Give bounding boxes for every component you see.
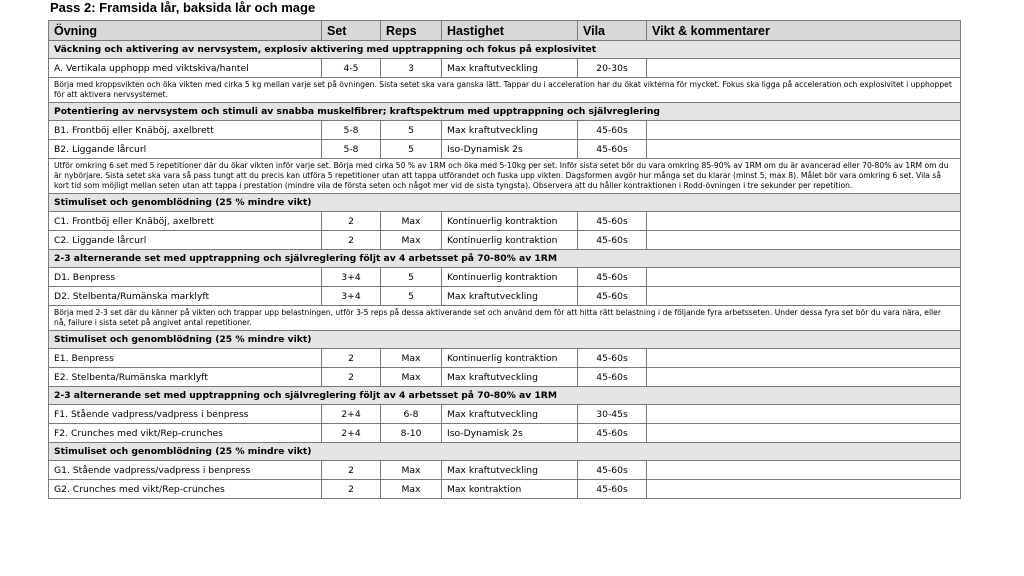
section-heading-row: [49, 443, 961, 461]
comment-cell: [647, 368, 961, 387]
speed-cell: Max kraftutveckling: [442, 461, 578, 480]
speed-cell: Max kontraktion: [442, 480, 578, 499]
rest-cell: 45-60s: [578, 461, 647, 480]
section-heading: Väckning och aktivering av nervsystem, explosiv aktivering med upptrappning och fokus på explosivitet: [49, 41, 961, 59]
reps-cell: Max: [381, 461, 442, 480]
comment-cell: [647, 268, 961, 287]
reps-cell: Max: [381, 368, 442, 387]
reps-cell: Max: [381, 349, 442, 368]
rest-cell: 45-60s: [578, 231, 647, 250]
speed-cell: Iso-Dynamisk 2s: [442, 140, 578, 159]
header-rest: Vila: [578, 21, 647, 41]
note-row: [49, 306, 961, 331]
exercise-cell: E2. Stelbenta/Rumänska marklyft: [49, 368, 322, 387]
rest-cell: 45-60s: [578, 424, 647, 443]
comment-cell: [647, 140, 961, 159]
sets-cell: 2: [322, 231, 381, 250]
section-heading-row: [49, 103, 961, 121]
header-exercise: Övning: [49, 21, 322, 41]
sets-cell: 2: [322, 212, 381, 231]
speed-cell: Max kraftutveckling: [442, 368, 578, 387]
rest-cell: 20-30s: [578, 59, 647, 78]
rest-cell: 45-60s: [578, 121, 647, 140]
comment-cell: [647, 121, 961, 140]
rest-cell: 45-60s: [578, 268, 647, 287]
comment-cell: [647, 424, 961, 443]
comment-cell: [647, 480, 961, 499]
exercise-cell: D2. Stelbenta/Rumänska marklyft: [49, 287, 322, 306]
sets-cell: 3+4: [322, 268, 381, 287]
exercise-cell: F1. Stående vadpress/vadpress i benpress: [49, 405, 322, 424]
sets-cell: 5-8: [322, 121, 381, 140]
section-heading: Stimuliset och genomblödning (25 % mindre vikt): [49, 443, 961, 461]
comment-cell: [647, 405, 961, 424]
table-row: [49, 349, 961, 368]
speed-cell: Iso-Dynamisk 2s: [442, 424, 578, 443]
speed-cell: Max kraftutveckling: [442, 405, 578, 424]
speed-cell: Max kraftutveckling: [442, 121, 578, 140]
exercise-cell: B2. Liggande lårcurl: [49, 140, 322, 159]
note-row: [49, 159, 961, 194]
table-row: [49, 461, 961, 480]
sets-cell: 2: [322, 368, 381, 387]
exercise-cell: C1. Frontböj eller Knäböj, axelbrett: [49, 212, 322, 231]
sets-cell: 2: [322, 461, 381, 480]
exercise-cell: G1. Stående vadpress/vadpress i benpress: [49, 461, 322, 480]
section-heading: Stimuliset och genomblödning (25 % mindre vikt): [49, 331, 961, 349]
section-note: Börja med 2-3 set där du känner på vikten och trappar upp belastningen, utför 3-5 reps på dessa aktiverande set och använd dem för att hitta rätt belastning i de följande fyra arbetsseten. Under dessa fyra set bör du vara nära, eller nå, failure i sista setet på angivet antal repetitioner.: [49, 306, 961, 331]
table-row: [49, 121, 961, 140]
table-row: [49, 368, 961, 387]
sets-cell: 2: [322, 480, 381, 499]
header-row: [49, 21, 961, 41]
reps-cell: 3: [381, 59, 442, 78]
workout-table: [48, 20, 961, 499]
table-row: [49, 212, 961, 231]
sets-cell: 2+4: [322, 424, 381, 443]
reps-cell: 5: [381, 287, 442, 306]
reps-cell: 5: [381, 140, 442, 159]
rest-cell: 45-60s: [578, 287, 647, 306]
note-row: [49, 78, 961, 103]
exercise-cell: E1. Benpress: [49, 349, 322, 368]
rest-cell: 45-60s: [578, 212, 647, 231]
rest-cell: 45-60s: [578, 368, 647, 387]
table-body: [49, 41, 961, 499]
sets-cell: 2+4: [322, 405, 381, 424]
comment-cell: [647, 212, 961, 231]
section-heading-row: [49, 387, 961, 405]
section-heading-row: [49, 250, 961, 268]
table-row: [49, 480, 961, 499]
exercise-cell: D1. Benpress: [49, 268, 322, 287]
speed-cell: Kontinuerlig kontraktion: [442, 212, 578, 231]
section-heading-row: [49, 194, 961, 212]
section-heading: Potentiering av nervsystem och stimuli av snabba muskelfibrer; kraftspektrum med upptrappning och självreglering: [49, 103, 961, 121]
reps-cell: 5: [381, 268, 442, 287]
section-heading-row: [49, 331, 961, 349]
section-heading: 2-3 alternerande set med upptrappning och självreglering följt av 4 arbetsset på 70-80% av 1RM: [49, 387, 961, 405]
table-row: [49, 231, 961, 250]
speed-cell: Max kraftutveckling: [442, 287, 578, 306]
comment-cell: [647, 231, 961, 250]
reps-cell: 5: [381, 121, 442, 140]
reps-cell: 8-10: [381, 424, 442, 443]
comment-cell: [647, 59, 961, 78]
exercise-cell: G2. Crunches med vikt/Rep-crunches: [49, 480, 322, 499]
reps-cell: 6-8: [381, 405, 442, 424]
header-comments: Vikt & kommentarer: [647, 21, 961, 41]
table-row: [49, 59, 961, 78]
table-row: [49, 140, 961, 159]
header-speed: Hastighet: [442, 21, 578, 41]
exercise-cell: F2. Crunches med vikt/Rep-crunches: [49, 424, 322, 443]
header-sets: Set: [322, 21, 381, 41]
sets-cell: 4-5: [322, 59, 381, 78]
speed-cell: Kontinuerlig kontraktion: [442, 268, 578, 287]
table-row: [49, 405, 961, 424]
speed-cell: Max kraftutveckling: [442, 59, 578, 78]
comment-cell: [647, 349, 961, 368]
section-heading-row: [49, 41, 961, 59]
comment-cell: [647, 287, 961, 306]
reps-cell: Max: [381, 212, 442, 231]
section-note: Börja med kroppsvikten och öka vikten med cirka 5 kg mellan varje set på övningen. Sista setet ska vara ganska lätt. Tappar du i acceleration har du ökat vikterna för mycket. Fokus ska ligga på acceleration och explosivitet i upphoppet för att aktivera nervsystemet.: [49, 78, 961, 103]
sets-cell: 3+4: [322, 287, 381, 306]
page-title: Pass 2: Framsida lår, baksida lår och mage: [50, 0, 316, 15]
rest-cell: 30-45s: [578, 405, 647, 424]
section-note: Utför omkring 6 set med 5 repetitioner där du ökar vikten inför varje set. Börja med cirka 50 % av 1RM och öka med 5-10kg per set. Inför sista setet bör du vara omkring 85-90% av 1RM om du är avancerad eller 70-80% av 1RM om du är nybörjare. Sista setet ska vara så pass tungt att du precis kan utföra 5 repetitioner utan att tappa utförandet och fuska upp vikten. Dagsformen avgör hur många set du klarar (minst 5, max 8). Målet bör vara omkring 6 set. Vila så kort tid som möjligt mellan seten utan att tappa i prestation (mindre vila de första seten och något mer vid de sista tyngsta). Observera att du håller kontraktionen i Rodd-övningen i tre sekunder per repetition.: [49, 159, 961, 194]
comment-cell: [647, 461, 961, 480]
table-row: [49, 424, 961, 443]
sets-cell: 5-8: [322, 140, 381, 159]
sets-cell: 2: [322, 349, 381, 368]
table-row: [49, 268, 961, 287]
table-row: [49, 287, 961, 306]
exercise-cell: C2. Liggande lårcurl: [49, 231, 322, 250]
section-heading: Stimuliset och genomblödning (25 % mindre vikt): [49, 194, 961, 212]
reps-cell: Max: [381, 231, 442, 250]
reps-cell: Max: [381, 480, 442, 499]
rest-cell: 45-60s: [578, 140, 647, 159]
section-heading: 2-3 alternerande set med upptrappning och självreglering följt av 4 arbetsset på 70-80% av 1RM: [49, 250, 961, 268]
rest-cell: 45-60s: [578, 480, 647, 499]
exercise-cell: B1. Frontböj eller Knäböj, axelbrett: [49, 121, 322, 140]
rest-cell: 45-60s: [578, 349, 647, 368]
speed-cell: Kontinuerlig kontraktion: [442, 349, 578, 368]
speed-cell: Kontinuerlig kontraktion: [442, 231, 578, 250]
exercise-cell: A. Vertikala upphopp med viktskiva/hantel: [49, 59, 322, 78]
header-reps: Reps: [381, 21, 442, 41]
